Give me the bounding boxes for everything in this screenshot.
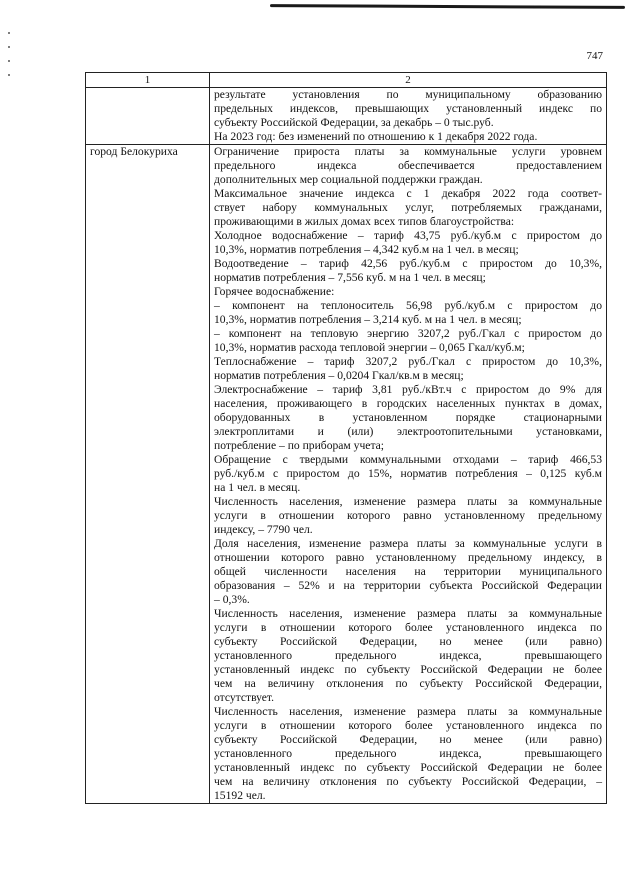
row2-line: услуги в отношении которого более установленного индекса по <box>214 621 602 634</box>
row2-line: услуги в отношении которого равно установленному предельному <box>214 509 602 522</box>
row2-col2 <box>210 145 607 804</box>
row1-line: На 2023 год: без изменений по отношению к 1 декабря 2022 года. <box>214 130 538 143</box>
row2-line: Водоотведение – тариф 42,56 руб./куб.м с приростом до 10,3%, <box>214 257 602 270</box>
table-row <box>86 145 607 804</box>
row2-line: – 0,3%. <box>214 593 250 606</box>
row2-line: 10,3%, норматив потребления – 3,214 куб. м на 1 чел. в месяц; <box>214 313 522 326</box>
row2-line: образования – 52% и на территории субъекта Российской Федерации <box>214 579 602 592</box>
scan-artifact-line <box>270 4 625 9</box>
row2-line: населения, проживающего в городских населенных пунктах в домах, <box>214 397 602 410</box>
row2-line: Обращение с твердыми коммунальными отходами – тариф 466,53 <box>214 453 602 466</box>
row2-line: проживающими в жилых домах всех типов благоустройства: <box>214 215 515 228</box>
row2-line: Теплоснабжение – тариф 3207,2 руб./Гкал с приростом до 10,3%, <box>214 355 602 368</box>
scan-dot <box>8 60 10 62</box>
table-header-row <box>86 73 607 88</box>
scan-dot <box>8 74 10 76</box>
row2-line: 10,3%, норматив расхода тепловой энергии – 0,065 Гкал/куб.м; <box>214 341 525 354</box>
row2-line: Численность населения, изменение размера платы за коммунальные <box>214 607 602 620</box>
row2-line: общей численности населения на территории муниципального <box>214 565 602 578</box>
row2-line: Максимальное значение индекса с 1 декабря 2022 года соответ- <box>214 187 602 200</box>
row2-line: Холодное водоснабжение – тариф 43,75 руб./куб.м с приростом до <box>214 229 602 242</box>
row2-line: – компонент на тепловую энергию 3207,2 руб./Гкал с приростом до <box>214 327 602 340</box>
row2-line: оборудованных в установленном порядке стационарными <box>214 411 602 424</box>
row2-line: потребление – по приборам учета; <box>214 439 385 452</box>
row2-line: – компонент на теплоноситель 56,98 руб./куб.м с приростом до <box>214 299 602 312</box>
row2-city-name: город Белокуриха <box>86 145 210 804</box>
page-number: 747 <box>586 50 603 62</box>
row2-line: норматив потребления – 7,556 куб. м на 1 чел. в месяц; <box>214 271 486 284</box>
row2-line: Ограничение прироста платы за коммунальные услуги уровнем <box>214 145 602 158</box>
row2-line: руб./куб.м с приростом до 15%, норматив потребления – 0,125 куб.м <box>214 467 602 480</box>
scan-dot <box>8 32 10 34</box>
row2-line: субъекту Российской Федерации, но менее (или равно) <box>214 635 602 648</box>
row1-col1 <box>86 88 210 145</box>
row2-line: отношении которого равно установленному предельному индексу, в <box>214 551 602 564</box>
row2-line: Доля населения, изменение размера платы за коммунальные услуги в <box>214 537 602 550</box>
table-row <box>86 88 607 145</box>
row2-line: чем на величину отклонения по субъекту Российской Федерации, – <box>214 775 602 788</box>
row2-line: норматив потребления – 0,0204 Гкал/кв.м в месяц; <box>214 369 464 382</box>
row1-line: результате установления по муниципальному образованию <box>214 88 602 101</box>
scan-dot <box>8 46 10 48</box>
row1-line: субъекту Российской Федерации, за декабрь – 0 тыс.руб. <box>214 116 494 129</box>
header-col-1: 1 <box>86 73 210 88</box>
row2-line: предельного индекса обеспечивается предоставлением <box>214 159 602 172</box>
row2-line: установленного предельного индекса, превышающего <box>214 747 602 760</box>
row2-line: чем на величину отклонения по субъекту Российской Федерации, <box>214 677 602 690</box>
row2-line: Горячее водоснабжение: <box>214 285 335 298</box>
row2-line: Численность населения, изменение размера платы за коммунальные <box>214 705 602 718</box>
row1-line: предельных индексов, превышающих установленный индекс по <box>214 102 602 115</box>
header-col-2: 2 <box>210 73 607 88</box>
row2-line: установленного предельного индекса, превышающего <box>214 649 602 662</box>
row2-line: электроплитами и (или) электроотопительными установками, <box>214 425 602 438</box>
row2-line: 10,3%, норматив потребления – 4,342 куб.м на 1 чел. в месяц; <box>214 243 519 256</box>
row2-line: ствует набору коммунальных услуг, потребляемых гражданами, <box>214 201 602 214</box>
row2-line: 15192 чел. <box>214 789 266 802</box>
row2-line: Электроснабжение – тариф 3,81 руб./кВт.ч с приростом до 9% для <box>214 383 602 396</box>
row2-line: индексу, – 7790 чел. <box>214 523 313 536</box>
document-table <box>85 72 607 804</box>
row2-line: установленный индекс по субъекту Российской Федерации не более <box>214 663 602 676</box>
row2-line: установленный индекс по субъекту Российской Федерации не более <box>214 761 602 774</box>
row2-line: отсутствует. <box>214 691 275 704</box>
row2-line: субъекту Российской Федерации, но менее (или равно) <box>214 733 602 746</box>
row2-line: услуги в отношении которого более установленного индекса по <box>214 719 602 732</box>
row2-line: дополнительных мер социальной поддержки граждан. <box>214 173 483 186</box>
row2-line: Численность населения, изменение размера платы за коммунальные <box>214 495 602 508</box>
row2-line: на 1 чел. в месяц. <box>214 481 301 494</box>
row1-col2 <box>210 88 607 145</box>
